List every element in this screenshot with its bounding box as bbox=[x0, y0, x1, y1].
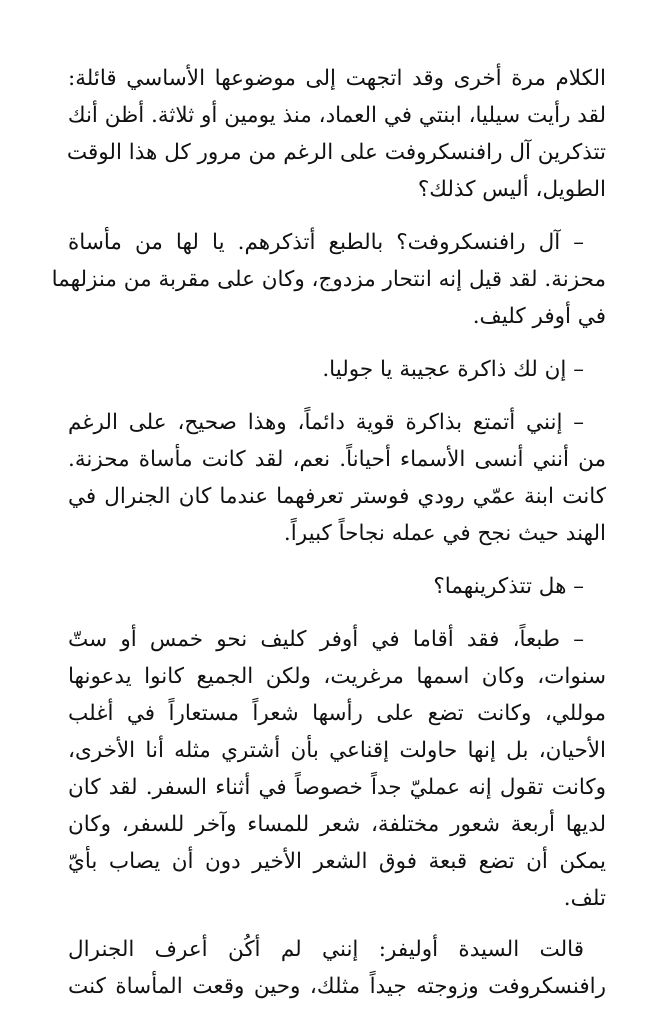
text-line: – هل تتذكرينهما؟ bbox=[433, 574, 584, 599]
paragraph bbox=[68, 621, 606, 917]
paragraph bbox=[68, 60, 606, 208]
paragraph bbox=[68, 404, 606, 552]
paragraph bbox=[68, 351, 606, 388]
text-line: كانت ابنة عمّي رودي فوستر تعرفهما عندما كان الجنرال في bbox=[68, 484, 606, 509]
text-line: يمكن أن تضع قبعة فوق الشعر الأخير دون أن يصاب بأيّ bbox=[68, 849, 606, 874]
text-line: الكلام مرة أخرى وقد اتجهت إلى موضوعها الأساسي قائلة: bbox=[68, 66, 606, 91]
text-line: لقد رأيت سيليا، ابنتي في العماد، منذ يومين أو ثلاثة. أظن أنك bbox=[67, 103, 606, 128]
text-line: تلف. bbox=[563, 886, 606, 911]
text-line: في أوفر كليف. bbox=[472, 304, 606, 329]
text-line: تتذكرين آل رافنسكروفت على الرغم من مرور كل هذا الوقت bbox=[66, 140, 606, 165]
text-line: موللي، وكانت تضع على رأسها شعراً مستعاراً في أغلب bbox=[68, 701, 606, 726]
text-line: الطويل، أليس كذلك؟ bbox=[417, 177, 606, 202]
text-line: – طبعاً، فقد أقاما في أوفر كليف نحو خمس أو ستّ bbox=[68, 627, 584, 652]
text-line: – آل رافنسكروفت؟ بالطبع أتذكرهم. يا لها من مأساة bbox=[68, 230, 584, 255]
paragraph bbox=[51, 224, 606, 335]
text-line: – إنني أتمتع بذاكرة قوية دائماً، وهذا صحيح، على الرغم bbox=[68, 410, 584, 435]
text-line: قالت السيدة أوليفر: إنني لم أكُن أعرف الجنرال bbox=[68, 937, 584, 962]
text-line: سنوات، وكان اسمها مرغريت، ولكن الجميع كانوا يدعونها bbox=[68, 664, 606, 689]
text-line: الهند حيث نجح في عمله نجاحاً كبيراً. bbox=[283, 521, 606, 546]
text-line: وكانت تقول إنه عمليّ جداً خصوصاً في أثناء السفر. لقد كان bbox=[68, 775, 606, 800]
text-line: من أنني أنسى الأسماء أحياناً. نعم، لقد كانت مأساة محزنة. bbox=[68, 447, 606, 472]
text-line: رافنسكروفت وزوجته جيداً مثلك، وحين وقعت المأساة كنت bbox=[68, 974, 606, 999]
text-line: لديها أربعة شعور مختلفة، شعر للمساء وآخر للسفر، وكان bbox=[68, 812, 606, 837]
text-line: – إن لك ذاكرة عجيبة يا جوليا. bbox=[322, 357, 584, 382]
paragraph bbox=[68, 568, 606, 605]
paragraph bbox=[68, 931, 606, 1005]
text-line: الأحيان، بل إنها حاولت إقناعي بأن أشتري مثله أنا الأخرى، bbox=[68, 738, 606, 763]
text-line: محزنة. لقد قيل إنه انتحار مزدوج، وكان على مقربة من منزلهما bbox=[51, 267, 606, 292]
book-page bbox=[51, 60, 606, 1021]
